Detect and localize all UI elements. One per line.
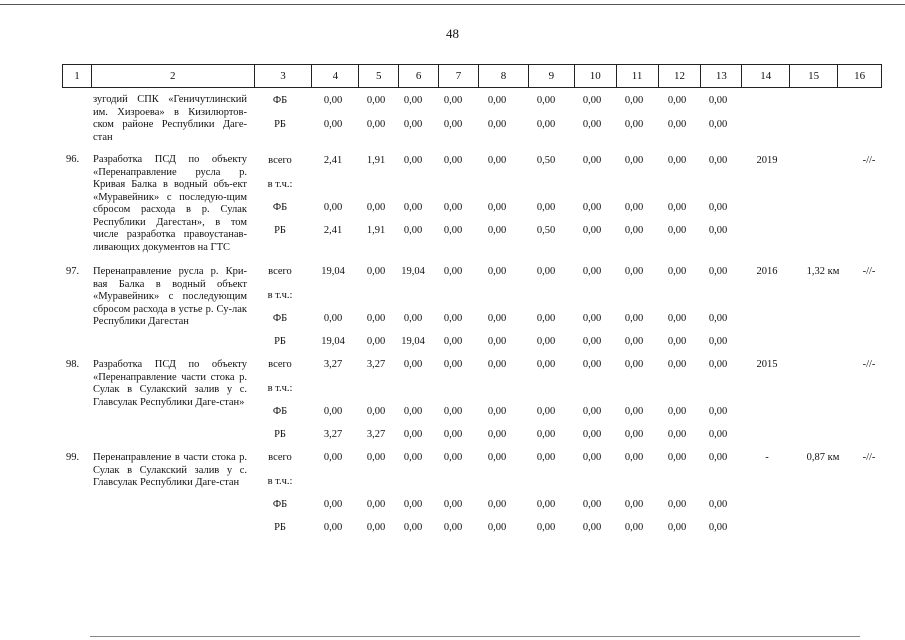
value-cell: 0,00 (708, 119, 728, 130)
value-cell: 0,00 (487, 429, 507, 440)
value-cell: 0,00 (536, 406, 556, 417)
value-cell: 0,00 (708, 202, 728, 213)
value-cell: 0,00 (582, 499, 602, 510)
value-cell: 0,00 (624, 359, 644, 370)
row-year: - (765, 452, 769, 463)
value-cell: 0,00 (624, 225, 644, 236)
value-cell: 0,00 (443, 452, 463, 463)
value-cell: 0,00 (624, 522, 644, 533)
value-cell: 0,00 (536, 336, 556, 347)
value-cell: 0,00 (403, 499, 423, 510)
value-cell: 0,00 (443, 359, 463, 370)
value-cell: 0,00 (708, 452, 728, 463)
header-col-6: 6 (399, 65, 439, 87)
value-cell: 0,00 (624, 313, 644, 324)
value-cell: 19,04 (321, 266, 345, 277)
row-reference: -//- (862, 359, 876, 370)
header-col-4: 4 (312, 65, 359, 87)
value-cell: 0,00 (487, 155, 507, 166)
value-cell: 0,00 (667, 499, 687, 510)
value-cell: 0,00 (667, 522, 687, 533)
value-cell: 0,00 (667, 155, 687, 166)
value-cell: 3,27 (323, 359, 343, 370)
value-cell: 0,00 (403, 155, 423, 166)
value-cell: 0,00 (536, 266, 556, 277)
table-subrow (0, 179, 905, 193)
value-cell: 0,00 (443, 202, 463, 213)
value-cell: 0,00 (667, 313, 687, 324)
value-cell: 0,00 (624, 336, 644, 347)
value-cell: 0,00 (536, 119, 556, 130)
value-cell: 0,00 (536, 499, 556, 510)
funding-source-label: всего (268, 452, 292, 463)
value-cell: 0,00 (443, 225, 463, 236)
value-cell: 0,00 (708, 336, 728, 347)
table-subrow (0, 359, 905, 373)
value-cell: 0,00 (403, 359, 423, 370)
value-cell: 19,04 (321, 336, 345, 347)
value-cell: 0,00 (403, 313, 423, 324)
value-cell: 0,00 (403, 522, 423, 533)
value-cell: 0,00 (667, 336, 687, 347)
value-cell: 0,00 (708, 313, 728, 324)
value-cell: 0,00 (582, 225, 602, 236)
value-cell: 0,00 (443, 429, 463, 440)
value-cell: 0,00 (323, 522, 343, 533)
value-cell: 0,00 (582, 119, 602, 130)
value-cell: 0,00 (624, 499, 644, 510)
funding-source-label: РБ (274, 119, 286, 130)
header-col-15: 15 (790, 65, 838, 87)
value-cell: 19,04 (401, 336, 425, 347)
value-cell: 0,00 (487, 119, 507, 130)
header-col-1: 1 (63, 65, 92, 87)
value-cell: 0,00 (667, 452, 687, 463)
value-cell: 0,00 (708, 266, 728, 277)
value-cell: 0,00 (624, 266, 644, 277)
funding-source-label: ФБ (272, 313, 288, 324)
table-subrow (0, 155, 905, 169)
table-header-row (62, 64, 882, 88)
header-col-13: 13 (701, 65, 742, 87)
value-cell: 0,00 (487, 202, 507, 213)
value-cell: 0,00 (487, 95, 507, 106)
value-cell: 0,00 (323, 313, 343, 324)
value-cell: 0,00 (624, 202, 644, 213)
value-cell: 0,00 (487, 336, 507, 347)
value-cell: 0,00 (366, 522, 386, 533)
value-cell: 19,04 (401, 266, 425, 277)
funding-source-label: в т.ч.: (267, 383, 293, 394)
funding-source-label: РБ (274, 336, 286, 347)
value-cell: 0,00 (366, 313, 386, 324)
value-cell: 0,00 (536, 313, 556, 324)
funding-source-label: ФБ (272, 406, 288, 417)
value-cell: 0,00 (582, 406, 602, 417)
row-number: 99. (66, 452, 80, 463)
value-cell: 0,00 (443, 155, 463, 166)
value-cell: 0,00 (582, 155, 602, 166)
value-cell: 0,00 (487, 406, 507, 417)
value-cell: 0,00 (403, 225, 423, 236)
table-subrow (0, 476, 905, 490)
value-cell: 0,00 (403, 202, 423, 213)
value-cell: 0,00 (624, 429, 644, 440)
value-cell: 0,00 (582, 452, 602, 463)
value-cell: 0,00 (536, 202, 556, 213)
value-cell: 0,00 (487, 359, 507, 370)
row-description: Разработка ПСД по объекту «Перенаправление части стока р. Сулак в Сулакский залив у с. Главсулак Республики Даге-стан» (93, 359, 247, 408)
value-cell: 0,00 (667, 429, 687, 440)
row-description: Разработка ПСД по объекту «Перенаправление русла р. Кривая Балка в водный объ-ект «Муравейник» с последую-щим сбросом расхода в р. Сулак Республики Дагестан», в том числе разработка правоустанав-ливающих документов на ГТС (93, 154, 247, 253)
value-cell: 0,00 (443, 336, 463, 347)
header-col-5: 5 (359, 65, 399, 87)
row-reference: -//- (862, 266, 876, 277)
header-col-14: 14 (742, 65, 790, 87)
value-cell: 0,00 (536, 95, 556, 106)
value-cell: 0,00 (582, 313, 602, 324)
value-cell: 0,00 (443, 266, 463, 277)
value-cell: 1,91 (366, 155, 386, 166)
value-cell: 0,00 (624, 406, 644, 417)
value-cell: 0,00 (536, 522, 556, 533)
funding-source-label: РБ (274, 429, 286, 440)
value-cell: 0,00 (708, 95, 728, 106)
value-cell: 0,00 (443, 499, 463, 510)
value-cell: 0,00 (708, 225, 728, 236)
row-description: зугодий СПК «Геничутлинский им. Хизроева» в Кизилюртов-ском районе Республики Даге-стан (93, 94, 247, 143)
value-cell: 0,00 (403, 406, 423, 417)
funding-source-label: ФБ (272, 95, 288, 106)
value-cell: 0,00 (667, 119, 687, 130)
funding-source-label: РБ (274, 522, 286, 533)
value-cell: 0,00 (443, 522, 463, 533)
row-year: 2015 (756, 359, 778, 370)
value-cell: 0,00 (487, 313, 507, 324)
value-cell: 0,00 (366, 406, 386, 417)
value-cell: 0,00 (667, 202, 687, 213)
table-subrow (0, 313, 905, 327)
header-col-12: 12 (659, 65, 702, 87)
value-cell: 0,00 (323, 499, 343, 510)
value-cell: 0,00 (323, 95, 343, 106)
funding-source-label: всего (268, 155, 292, 166)
value-cell: 0,00 (487, 522, 507, 533)
value-cell: 0,00 (366, 336, 386, 347)
value-cell: 0,00 (536, 452, 556, 463)
value-cell: 0,00 (708, 499, 728, 510)
value-cell: 0,00 (708, 522, 728, 533)
header-col-16: 16 (854, 70, 866, 82)
row-number: 98. (66, 359, 80, 370)
value-cell: 0,00 (487, 266, 507, 277)
value-cell: 0,00 (624, 155, 644, 166)
value-cell: 0,00 (536, 429, 556, 440)
table-subrow (0, 429, 905, 443)
header-col-10: 10 (575, 65, 617, 87)
table-subrow (0, 202, 905, 216)
funding-source-label: всего (268, 359, 292, 370)
value-cell: 0,00 (487, 452, 507, 463)
value-cell: 0,00 (366, 95, 386, 106)
value-cell: 0,50 (536, 225, 556, 236)
value-cell: 0,00 (323, 406, 343, 417)
top-rule (0, 4, 905, 5)
table-subrow (0, 266, 905, 280)
table-subrow (0, 290, 905, 304)
value-cell: 0,00 (403, 452, 423, 463)
row-number: 96. (66, 154, 80, 165)
row-description: Перенаправление в части стока р. Сулак в Сулакский залив у с. Главсулак Республики Даге-стан (93, 452, 247, 488)
funding-source-label: в т.ч.: (267, 290, 293, 301)
value-cell: 0,00 (443, 313, 463, 324)
value-cell: 0,00 (667, 406, 687, 417)
row-length: 1,32 км (806, 266, 840, 277)
row-reference: -//- (862, 155, 876, 166)
value-cell: 0,00 (323, 119, 343, 130)
value-cell: 3,27 (366, 429, 386, 440)
row-year: 2016 (756, 266, 778, 277)
value-cell: 0,00 (366, 119, 386, 130)
funding-source-label: ФБ (272, 499, 288, 510)
value-cell: 0,00 (624, 95, 644, 106)
row-year: 2019 (756, 155, 778, 166)
funding-source-label: ФБ (272, 202, 288, 213)
value-cell: 0,00 (708, 429, 728, 440)
table-subrow (0, 522, 905, 536)
funding-source-label: в т.ч.: (267, 179, 293, 190)
value-cell: 0,00 (366, 499, 386, 510)
value-cell: 0,00 (366, 202, 386, 213)
value-cell: 2,41 (323, 225, 343, 236)
row-description: Перенаправление русла р. Кри-вая Балка в водный объект «Муравейник» с последующим сбросом расхода в устье р. Су-лак Республики Дагестан (93, 266, 247, 327)
value-cell: 0,00 (323, 202, 343, 213)
value-cell: 0,00 (708, 406, 728, 417)
value-cell: 0,00 (667, 359, 687, 370)
header-col-9: 9 (529, 65, 575, 87)
value-cell: 0,00 (443, 95, 463, 106)
table-subrow (0, 499, 905, 513)
table-subrow (0, 225, 905, 239)
bottom-rule (90, 636, 860, 637)
value-cell: 0,00 (667, 95, 687, 106)
value-cell: 0,00 (582, 359, 602, 370)
row-reference: -//- (862, 452, 876, 463)
table-subrow (0, 95, 905, 109)
row-number: 97. (66, 266, 80, 277)
value-cell: 0,00 (323, 452, 343, 463)
value-cell: 0,00 (582, 336, 602, 347)
value-cell: 0,00 (624, 452, 644, 463)
funding-source-label: всего (268, 266, 292, 277)
page-number: 48 (446, 26, 459, 41)
value-cell: 0,00 (667, 266, 687, 277)
value-cell: 0,00 (487, 499, 507, 510)
value-cell: 3,27 (366, 359, 386, 370)
value-cell: 0,00 (443, 119, 463, 130)
value-cell: 0,00 (403, 95, 423, 106)
value-cell: 0,00 (708, 359, 728, 370)
value-cell: 1,91 (366, 225, 386, 236)
value-cell: 3,27 (323, 429, 343, 440)
value-cell: 0,00 (366, 266, 386, 277)
table-subrow (0, 452, 905, 466)
value-cell: 0,00 (582, 429, 602, 440)
value-cell: 0,00 (487, 225, 507, 236)
value-cell: 0,50 (536, 155, 556, 166)
funding-source-label: в т.ч.: (267, 476, 293, 487)
table-subrow (0, 336, 905, 350)
value-cell: 0,00 (582, 522, 602, 533)
header-col-2: 2 (92, 65, 255, 87)
header-col-3: 3 (255, 65, 313, 87)
value-cell: 0,00 (582, 95, 602, 106)
value-cell: 2,41 (323, 155, 343, 166)
value-cell: 0,00 (443, 406, 463, 417)
value-cell: 0,00 (624, 119, 644, 130)
header-col-8: 8 (479, 65, 529, 87)
funding-source-label: РБ (274, 225, 286, 236)
value-cell: 0,00 (667, 225, 687, 236)
value-cell: 0,00 (403, 119, 423, 130)
table-subrow (0, 383, 905, 397)
table-subrow (0, 119, 905, 133)
value-cell: 0,00 (708, 155, 728, 166)
row-length: 0,87 км (806, 452, 840, 463)
table-subrow (0, 406, 905, 420)
header-col-11: 11 (617, 65, 659, 87)
value-cell: 0,00 (582, 202, 602, 213)
value-cell: 0,00 (536, 359, 556, 370)
value-cell: 0,00 (403, 429, 423, 440)
value-cell: 0,00 (366, 452, 386, 463)
value-cell: 0,00 (582, 266, 602, 277)
header-col-7: 7 (439, 65, 479, 87)
